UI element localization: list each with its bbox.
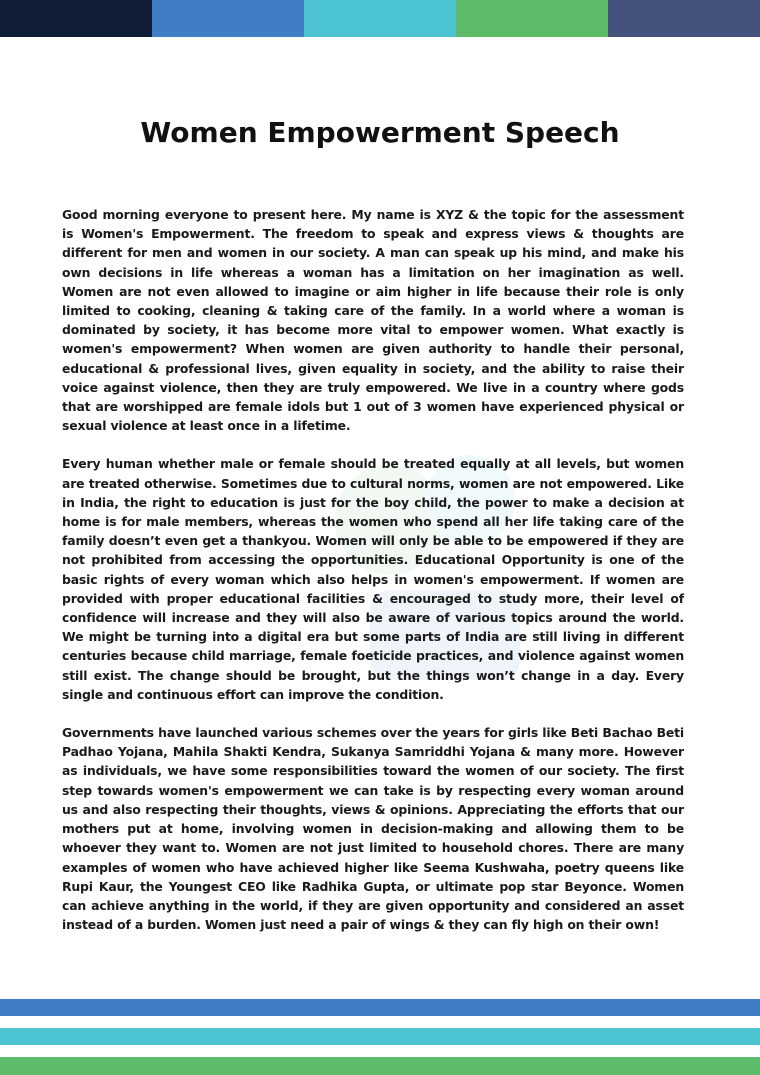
top-color-bar bbox=[0, 0, 760, 37]
page-title: Women Empowerment Speech bbox=[140, 116, 620, 149]
bottom-stripe-teal bbox=[0, 1028, 760, 1045]
speech-body bbox=[62, 205, 684, 953]
bottom-stripe-blue bbox=[0, 999, 760, 1016]
paragraph-3: Governments have launched various schemes over the years for girls like Beti Bachao Beti Padhao Yojana, Mahila Shakti Kendra, Sukanya Samriddhi Yojana & many more. However as individuals, we have some responsibilities toward the women of our society. The first step towards women's empowerment we can take is by respecting every woman around us and also respecting their thoughts, views & opinions. Appreciating the efforts that our mothers put at home, involving women in decision-making and allowing them to be whoever they want to. Women are not just limited to household chores. There are many examples of women who have achieved higher like Seema Kushwaha, poetry queens like Rupi Kaur, the Youngest CEO like Radhika Gupta, or ultimate pop star Beyonce. Women can achieve anything in the world, if they are given opportunity and considered an asset instead of a burden. Women just need a pair of wings & they can fly high on their own! bbox=[62, 725, 684, 933]
top-bar-segment-green bbox=[456, 0, 608, 37]
bottom-stripe-green bbox=[0, 1057, 760, 1075]
top-bar-segment-teal bbox=[304, 0, 456, 37]
top-bar-segment-indigo bbox=[608, 0, 760, 37]
paragraph-1: Good morning everyone to present here. My name is XYZ & the topic for the assessment is Women's Empowerment. The freedom to speak and express views & thoughts are different for men and women in our society. A man can speak up his mind, and make his own decisions in life whereas a woman has a limitation on her imagination as well. Women are not even allowed to imagine or aim higher in life because their role is only limited to cooking, cleaning & taking care of the family. In a world where a woman is dominated by society, it has become more vital to empower women. What exactly is women's empowerment? When women are given authority to handle their personal, educational & professional lives, given equality in society, and the ability to raise their voice against violence, then they are truly empowered. We live in a country where gods that are worshipped are female idols but 1 out of 3 women have experienced physical or sexual violence at least once in a lifetime. bbox=[62, 207, 684, 434]
top-bar-segment-blue bbox=[152, 0, 304, 37]
top-bar-segment-navy bbox=[0, 0, 152, 37]
paragraph-2: Every human whether male or female should be treated equally at all levels, but women are treated otherwise. Sometimes due to cultural norms, women are not empowered. Like in India, the right to education is just for the boy child, the power to make a decision at home is for male members, whereas the women who spend all her life taking care of the family doesn’t even get a thankyou. Women will only be able to be empowered if they are not prohibited from accessing the opportunities. Educational Opportunity is one of the basic rights of every woman which also helps in women's empowerment. If women are provided with proper educational facilities & encouraged to study more, their level of confidence will increase and they will also be aware of various topics around the world. We might be turning into a digital era but some parts of India are still living in different centuries because child marriage, female foeticide practices, and violence against women still exist. The change should be brought, but the things won’t change in a day. Every single and continuous effort can improve the condition. bbox=[62, 456, 684, 702]
